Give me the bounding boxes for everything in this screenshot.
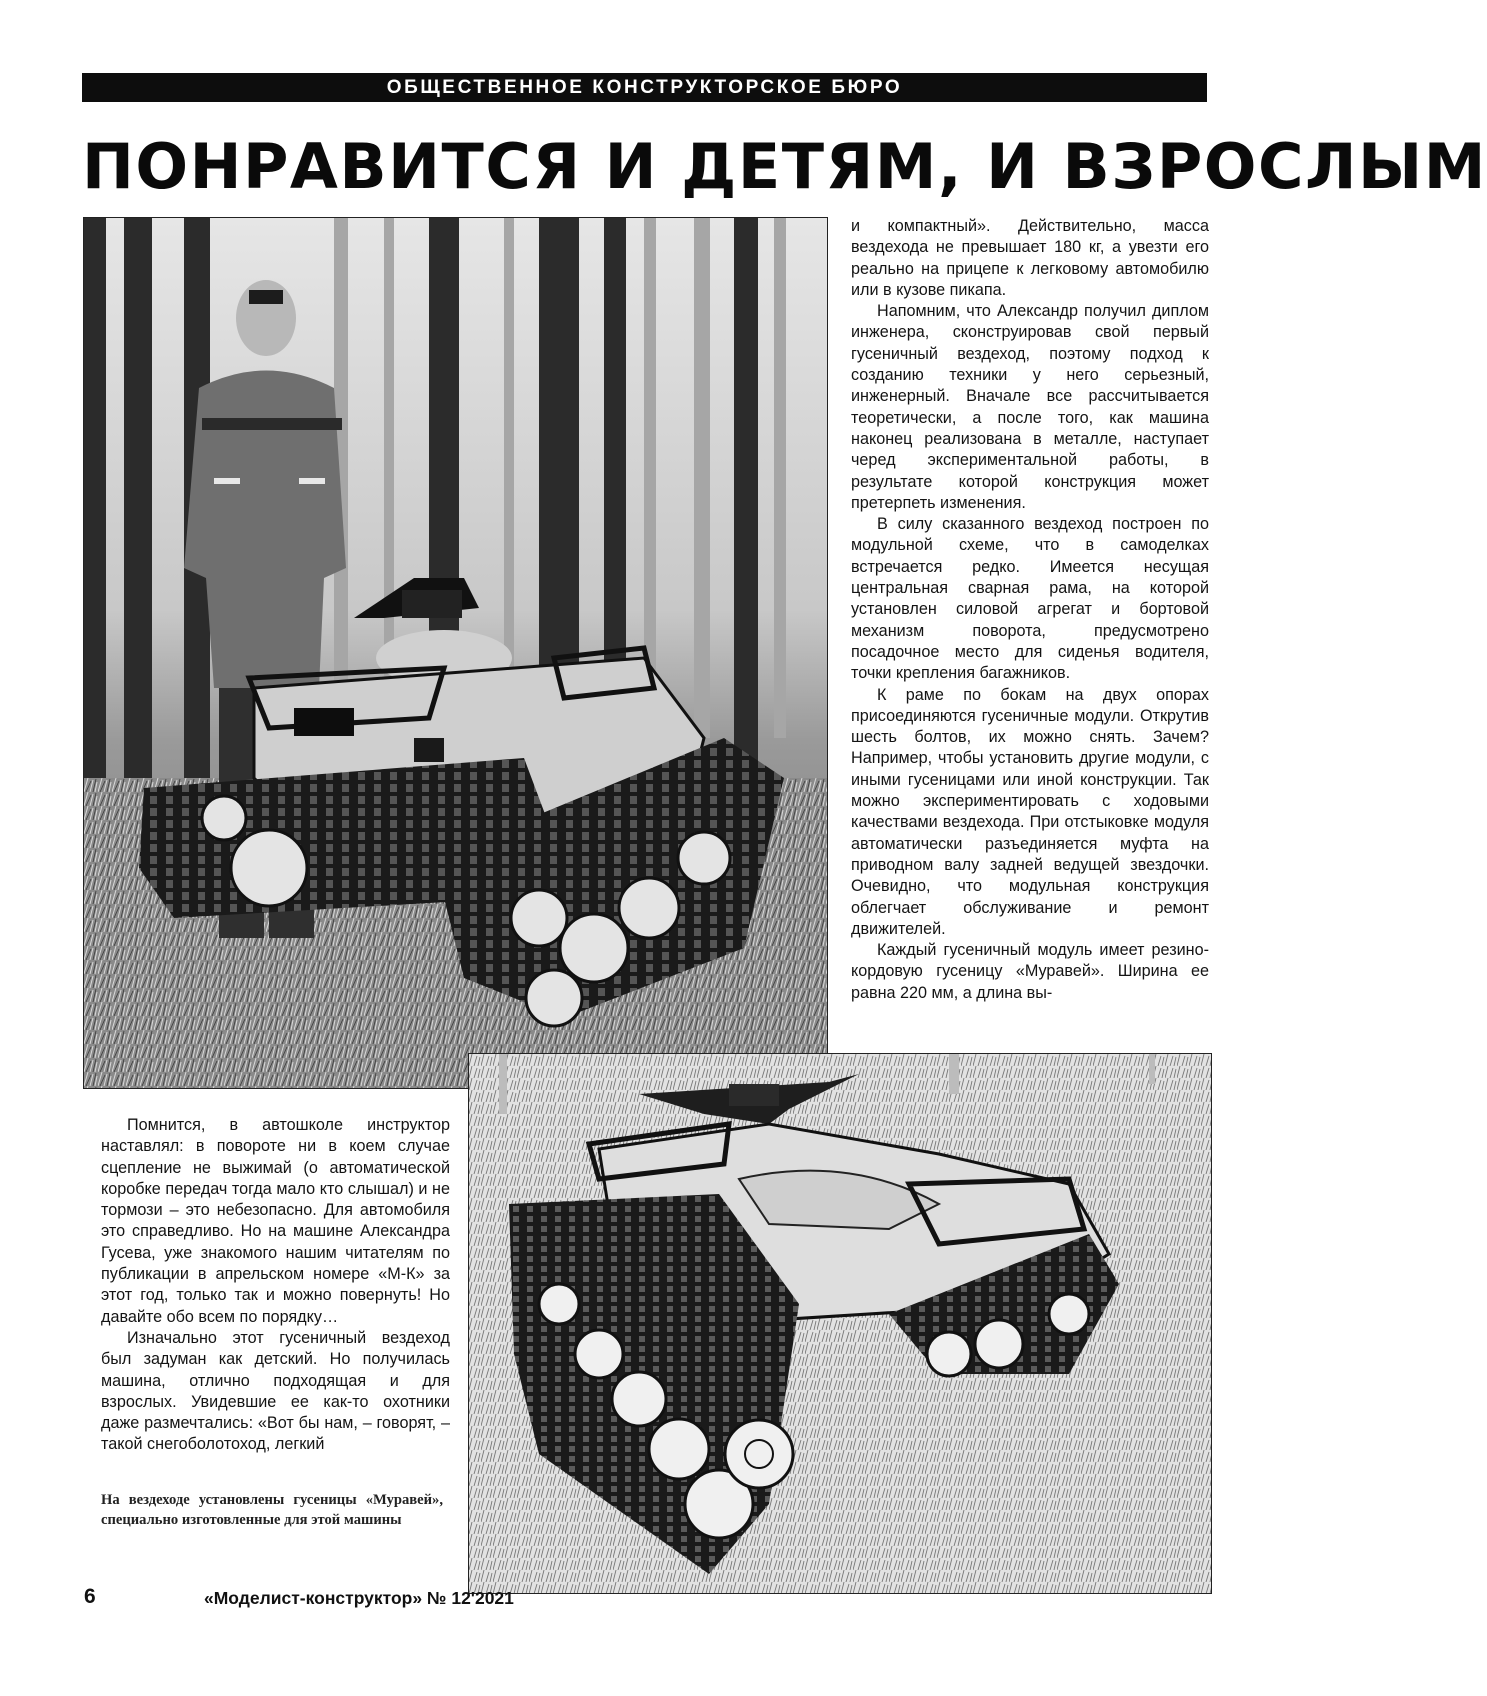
paragraph: Напомним, что Александр получил диплом инженера, сконструировав свой первый гусеничный вездеход, поэтому подход к созданию техники у него серьезный, инженерный. Вначале все рассчитывается теоретически, а после того, как машина наконец реализована в металле, наступает черед экспериментальной работы, в результате которой конструкция может претерпеть изменения. <box>851 302 1209 512</box>
paragraph: К раме по бокам на двух опорах присоединяются гусеничные модули. Открутив шесть болтов, их можно снять. Зачем? Например, чтобы установить другие модули, с иными гусеницами или иной конструкции. Так можно экспериментировать с ходовыми качествами вездехода. При отстыковке модуля автоматически разъединяется муфта на приводном валу задней ведущей звездочки. Очевидно, что модульная конструкция облегчает обслуживание и ремонт движителей. <box>851 685 1209 938</box>
paragraph: Каждый гусеничный модуль имеет резино-кордовую гусеницу «Муравей». Ширина ее равна 220 мм, а длина вы- <box>851 941 1209 1002</box>
page-number: 6 <box>84 1585 96 1608</box>
paragraph: В силу сказанного вездеход построен по модульной схеме, что в самоделках встречается редко. Имеется несущая центральная сварная рама, на которой установлен силовой агрегат и бортовой механизм поворота, предусмотрено посадочное место для сиденья водителя, точки крепления багажников. <box>851 515 1209 683</box>
paragraph: Помнится, в автошколе инструктор наставлял: в повороте ни в коем случае сцепление не выжимай (о автоматической коробке передач тогда мало кто слышал) и не тормози – это небезопасно. Для автомобиля это справедливо. Но на машине Александра Гусева, уже знакомого нашим читателям по публикации в апрельском номере «М-К» за этот год, только так и можно повернуть! Но давайте обо всем по порядку… <box>101 1116 450 1326</box>
photo-caption: На вездеходе установлены гусеницы «Муравей», специально изготовленные для этой машины <box>101 1492 443 1528</box>
photo-tracked-atv-on-grass <box>468 1053 1212 1594</box>
article-title: ПОНРАВИТСЯ И ДЕТЯМ, И ВЗРОСЛЫМ <box>82 130 1487 203</box>
article-column-right <box>851 216 1209 1004</box>
paragraph: Изначально этот гусеничный вездеход был задуман как детский. Но получилась машина, отлично подходящая и для взрослых. Увидевшие ее как-то охотники даже размечтались: «Вот бы нам, – говорят, – такой снегоболотоход, легкий <box>101 1328 450 1454</box>
article-column-left <box>101 1115 450 1456</box>
paragraph: и компактный». Действительно, масса вездехода не превышает 180 кг, а увезти его реально на прицепе к легковому автомобилю или в кузове пикапа. <box>851 217 1209 299</box>
photo-man-with-atv-in-forest <box>83 217 828 1089</box>
section-header: ОБЩЕСТВЕННОЕ КОНСТРУКТОРСКОЕ БЮРО <box>82 73 1207 102</box>
magazine-issue: «Моделист-конструктор» № 12'2021 <box>204 1588 514 1608</box>
